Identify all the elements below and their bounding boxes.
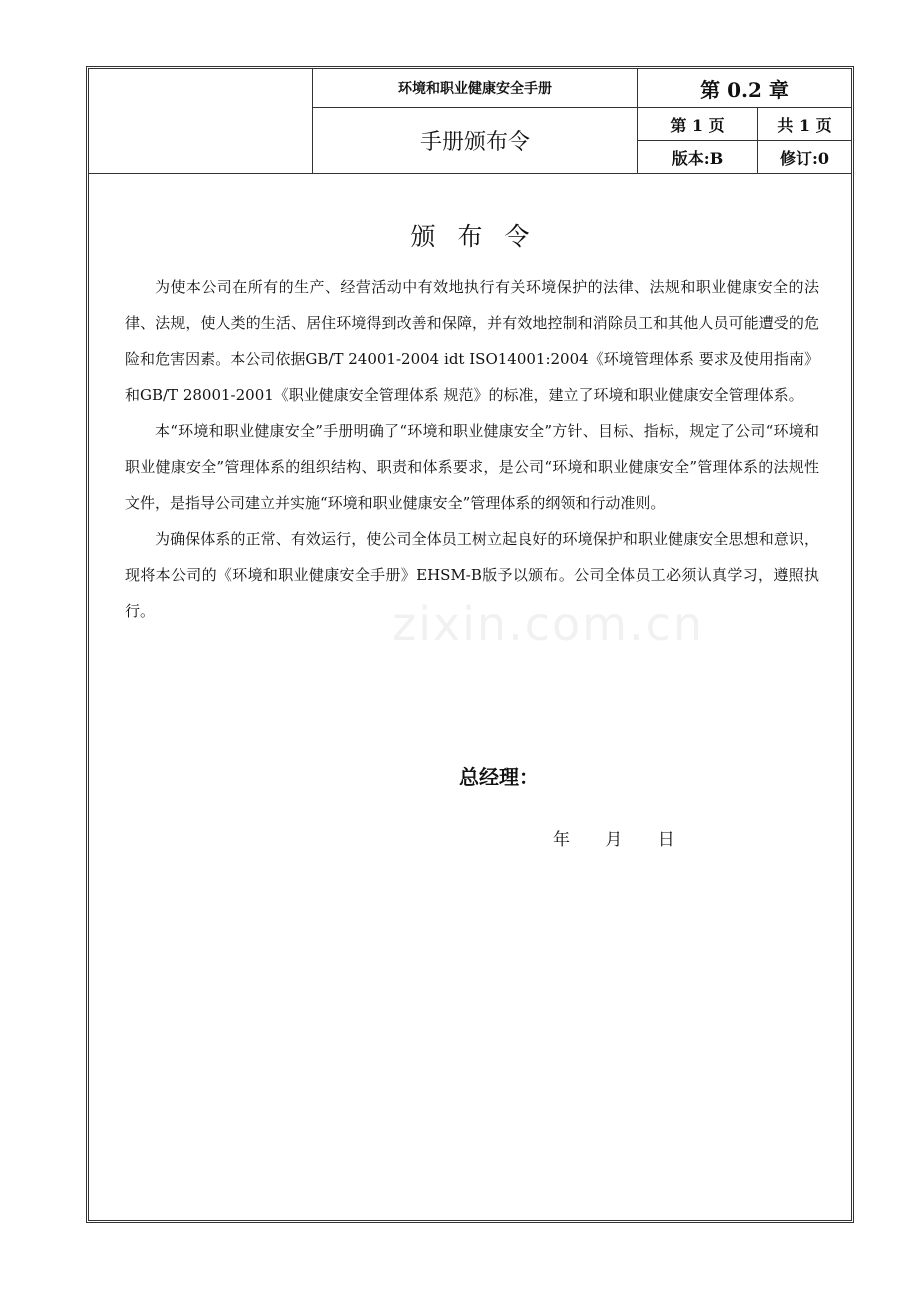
paragraph-3: 为确保体系的正常、有效运行，使公司全体员工树立起良好的环境保护和职业健康安全思想和意识，现将本公司的《环境和职业健康安全手册》EHSM-B版予以颁布。公司全体员工必须认真学习，遵照执行。 bbox=[125, 530, 819, 620]
manual-title: 环境和职业健康安全手册 bbox=[313, 69, 638, 108]
chapter-number: 第 0.2 章 bbox=[638, 69, 851, 108]
document-header bbox=[89, 69, 851, 174]
date-line: 年 月 日 bbox=[553, 830, 675, 850]
page-heading: 颁布令 bbox=[410, 222, 552, 251]
paragraph-2: 本“环境和职业健康安全”手册明确了“环境和职业健康安全”方针、目标、指标，规定了公司“环境和职业健康安全”管理体系的组织结构、职责和体系要求，是公司“环境和职业健康安全”管理体系的法规性文件，是指导公司建立并实施“环境和职业健康安全”管理体系的纲领和行动准则。 bbox=[125, 422, 819, 512]
paragraph-1: 为使本公司在所有的生产、经营活动中有效地执行有关环境保护的法律、法规和职业健康安全的法律、法规，使人类的生活、居住环境得到改善和保障，并有效地控制和消除员工和其他人员可能遭受的危险和危害因素。本公司依据GB/T 24001-2004 idt ISO14001:2004《环境管理体系 要求及使用指南》和GB/T 28001-2001《职业健康安全管理体系 规范》的标准，建立了环境和职业健康安全管理体系。 bbox=[125, 278, 819, 404]
body-text bbox=[125, 269, 819, 629]
version-label: 版本:B bbox=[638, 141, 758, 173]
revision-label: 修订:0 bbox=[779, 148, 830, 168]
page-number: 第 1 页 bbox=[638, 108, 758, 141]
signer-label: 总经理： bbox=[459, 765, 539, 789]
document-frame bbox=[86, 66, 854, 1223]
watermark: zixin.com.cn bbox=[392, 597, 705, 651]
doc-title: 手册颁布令 bbox=[313, 108, 638, 173]
logo-cell bbox=[89, 69, 313, 173]
total-pages: 共 1 页 bbox=[758, 108, 851, 141]
